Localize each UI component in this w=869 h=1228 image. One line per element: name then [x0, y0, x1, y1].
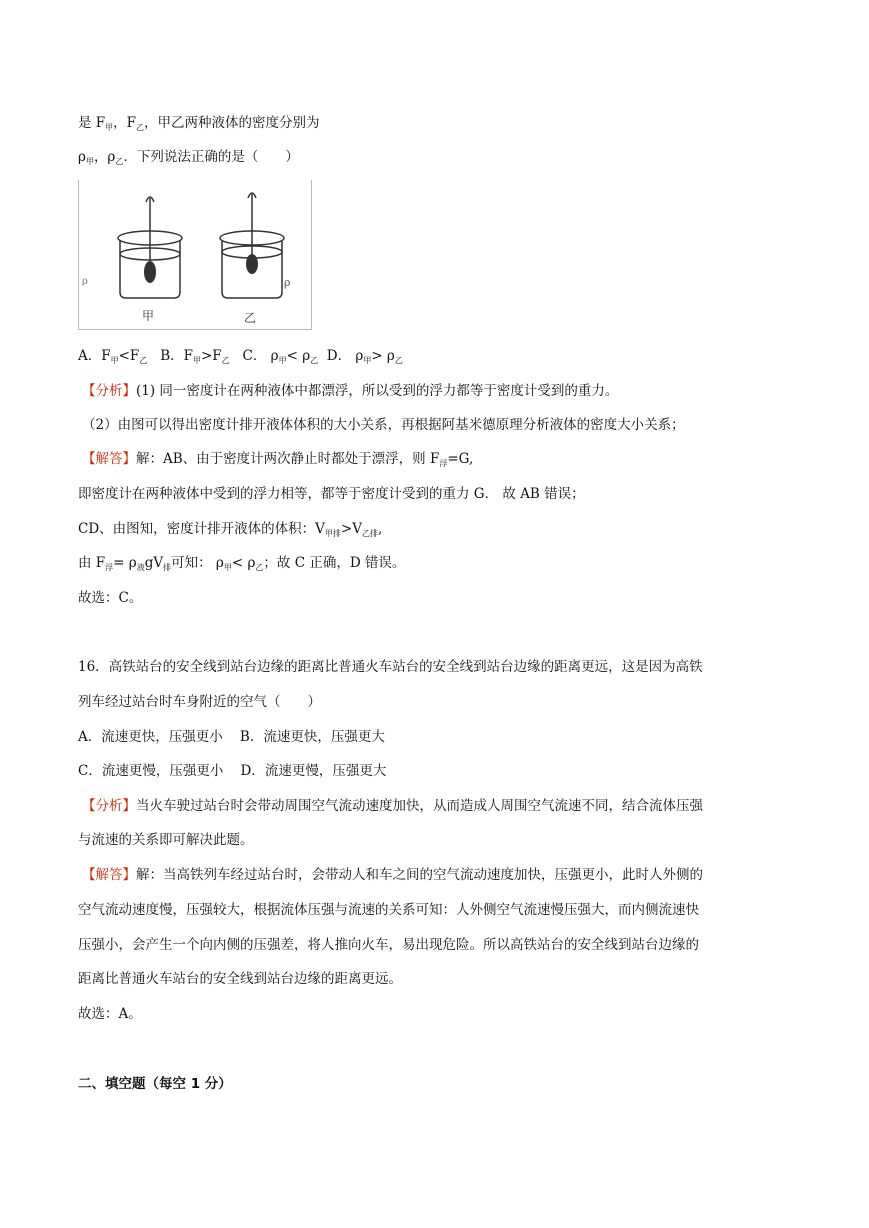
solution-tag: 【解答】: [82, 451, 136, 467]
label-jia: 甲: [142, 309, 155, 323]
q16-solution-line-1: 【解答】解：当高铁列车经过站台时，会带动人和车之间的空气流动速度加快，压强更小，此时人外侧的: [82, 867, 703, 883]
q16-answer: 故选：A。: [78, 1006, 142, 1022]
q16-analysis-line-1: 【分析】当火车驶过站台时会带动周围空气流动速度加快，从而造成人周围空气流速不同，结合流体压强: [82, 798, 703, 814]
density-mark-right: ρ: [284, 276, 291, 289]
q16-option-a: A．流速更快，压强更小: [78, 729, 223, 745]
q16-solution-line-3: 压强小，会产生一个向内侧的压强差，将人推向火车，易出现危险。所以高铁站台的安全线到站台边缘的: [78, 937, 699, 953]
q15-analysis-line-2: （2）由图可以得出密度计排开液体体积的大小关系，再根据阿基米德原理分析液体的密度大小关系；: [82, 417, 685, 433]
analysis-tag: 【分析】: [82, 798, 136, 814]
q16-stem-line-1: 16．高铁站台的安全线到站台边缘的距离比普通火车站台的安全线到站台边缘的距离更远，这是因为高铁: [78, 659, 703, 675]
q15-analysis-line-1: 【分析】(1) 同一密度计在两种液体中都漂浮，所以受到的浮力都等于密度计受到的重力。: [82, 383, 619, 399]
label-yi: 乙: [244, 311, 257, 325]
q15-intro-line-2: $\rho_甲$，$\rho_乙$．下列说法正确的是（ ）: [78, 149, 299, 166]
q16-options-row-2: [78, 761, 386, 781]
analysis-tag: 【分析】: [82, 383, 136, 399]
q15-solution-line-1: 【解答】解：AB、由于密度计两次静止时都处于漂浮，则 $F_浮=G$,: [82, 451, 474, 468]
q16-option-d: D．流速更慢，压强更大: [240, 763, 387, 779]
q15-option-d: D． $\rho_甲> \rho_乙$: [326, 348, 403, 365]
q15-options: [78, 346, 403, 371]
q15-solution-line-4: 由 $F_浮= \rho_液gV_排$可知： $\rho_甲< \rho_乙$；故 C 正确，D 错误。: [78, 555, 406, 572]
solution-tag: 【解答】: [82, 867, 136, 883]
q15-solution-line-3: CD、由图知，密度计排开液体的体积：$V_{甲排}>V_{乙排}$,: [78, 521, 383, 538]
q15-option-a: A．$F_甲<F_乙$: [78, 348, 148, 365]
q16-stem-line-2: 列车经过站台时车身附近的空气（ ）: [78, 694, 321, 710]
q15-answer: 故选：C。: [78, 590, 143, 606]
q16-options-row-1: [78, 727, 385, 747]
hydrometer-bulb-yi: [246, 254, 258, 274]
q15-solution-line-2: 即密度计在两种液体中受到的浮力相等，都等于密度计受到的重力 G． 故 AB 错误；: [78, 486, 585, 502]
density-mark-left: ρ: [82, 276, 88, 287]
q16-solution-line-2: 空气流动速度慢，压强较大，根据流体压强与流速的关系可知：人外侧空气流速慢压强大，而内侧流速快: [78, 902, 699, 918]
q16-option-c: C．流速更慢，压强更小: [78, 763, 224, 779]
q15-option-b: B．$F_甲>F_乙$: [160, 348, 230, 365]
q16-option-b: B．流速更快，压强更大: [239, 729, 385, 745]
section-heading: 二、填空题（每空 1 分）: [78, 1076, 232, 1092]
q15-option-c: C． $\rho_甲< \rho_乙$: [242, 348, 319, 365]
q16-solution-line-4: 距离比普通火车站台的安全线到站台边缘的距离更远。: [78, 971, 402, 987]
hydrometer-bulb-jia: [144, 261, 156, 283]
hydrometer-figure: [78, 180, 312, 330]
q15-intro-line-1: 是 $F_甲$，$F_乙$，甲乙两种液体的密度分别为: [78, 115, 320, 132]
q16-analysis-line-2: 与流速的关系即可解决此题。: [78, 832, 254, 848]
